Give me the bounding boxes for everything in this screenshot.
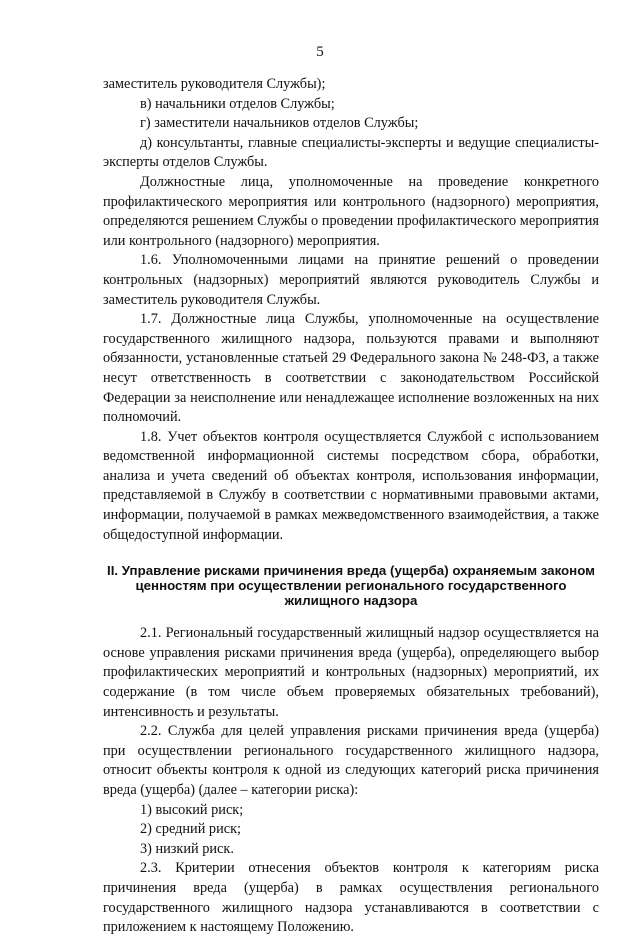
intro-line: в) начальники отделов Службы; <box>140 95 335 112</box>
document-body <box>103 75 599 938</box>
risk-category-item: 3) низкий риск. <box>140 840 234 857</box>
intro-line: д) консультанты, главные специалисты-эксперты и ведущие специалисты-эксперты отделов Службы. <box>103 134 599 171</box>
paragraph: 1.8. Учет объектов контроля осуществляется Службой с использованием ведомственной информационной системы посредством сбора, обработки, анализа и учета сведений об объектах контроля, использования информации, представляемой в Службу в соответствии с нормативными правовыми актами, информации, получаемой в рамках межведомственного взаимодействия, а также общедоступной информации. <box>103 428 599 543</box>
paragraph: 2.3. Критерии отнесения объектов контроля к категориям риска причинения вреда (ущерба) в рамках осуществления регионального государственного жилищного надзора устанавливаются в соответствии с приложением к настоящему Положению. <box>103 860 599 936</box>
paragraph: 1.7. Должностные лица Службы, уполномоченные на осуществление государственного жилищного надзора, пользуются правами и выполняют обязанности, установленные статьей 29 Федерального закона № 248-ФЗ, а также несут ответственность в соответствии с законодательством Российской Федерации за неисполнение или ненадлежащее исполнение возложенных на них полномочий. <box>103 311 599 426</box>
intro-line: г) заместители начальников отделов Службы; <box>140 115 419 132</box>
risk-category-item: 2) средний риск; <box>140 821 241 838</box>
paragraph: 2.1. Региональный государственный жилищный надзор осуществляется на основе управления рисками причинения вреда (ущерба), определяющего выбор профилактических мероприятий и контрольных (надзорных) мероприятий, их содержание (в том числе объем проверяемых обязательных требований), интенсивность и результаты. <box>103 625 599 720</box>
paragraph: Должностные лица, уполномоченные на проведение конкретного профилактического мероприятия или контрольного (надзорного) мероприятия, определяются решением Службы о проведении профилактического мероприятия или контрольного (надзорного) мероприятия. <box>103 173 599 249</box>
paragraph: 2.2. Служба для целей управления рисками причинения вреда (ущерба) при осуществлении регионального государственного жилищного надзора, относит объекты контроля к одной из следующих категорий риска причинения вреда (ущерба) (далее – категории риска): <box>103 723 599 798</box>
intro-line: заместитель руководителя Службы); <box>103 76 326 92</box>
paragraph: 1.6. Уполномоченными лицами на принятие решений о проведении контрольных (надзорных) мероприятий являются руководитель Службы и заместитель руководителя Службы. <box>103 252 599 308</box>
page-number: 5 <box>316 44 324 60</box>
section-heading: II. Управление рисками причинения вреда (ущерба) охраняемым законом ценностям при осуществлении регионального государственного жилищного надзора <box>107 563 595 609</box>
risk-category-item: 1) высокий риск; <box>140 801 244 818</box>
